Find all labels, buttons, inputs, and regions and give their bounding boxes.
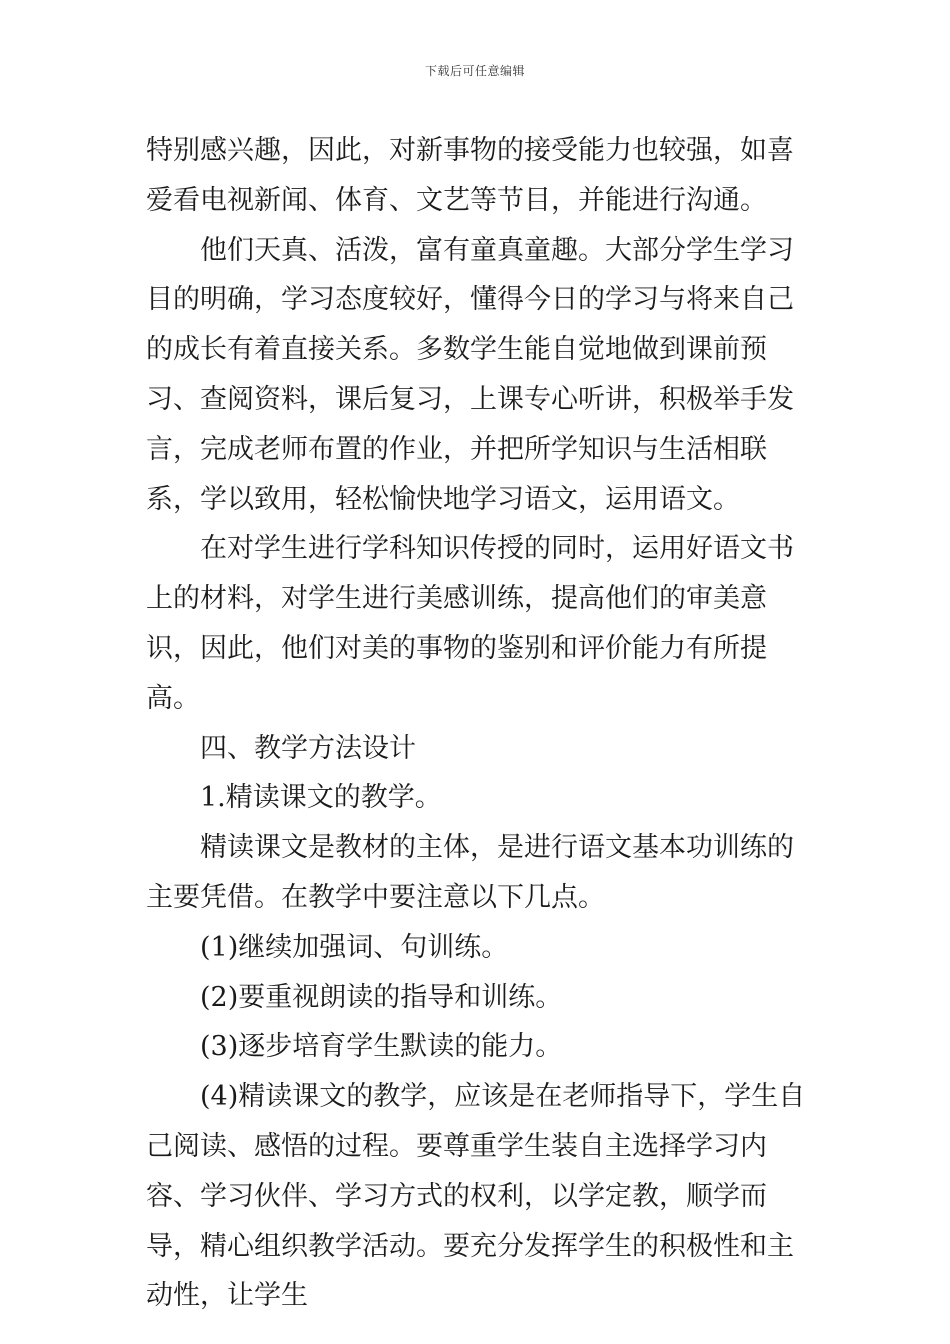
- list-item: (3)逐步培育学生默读的能力。: [200, 1031, 563, 1063]
- paragraph: 特别感兴趣，因此，对新事物的接受能力也较强，如喜爱看电视新闻、体育、文艺等节目，并能进行沟通。: [146, 135, 794, 216]
- paragraph: 在对学生进行学科知识传授的同时，运用好语文书上的材料，对学生进行美感训练，提高他们的审美意识，因此，他们对美的事物的鉴别和评价能力有所提高。: [146, 533, 794, 714]
- document-body: [146, 126, 808, 1321]
- paragraph: 精读课文是教材的主体，是进行语文基本功训练的主要凭借。在教学中要注意以下几点。: [146, 832, 794, 913]
- paragraph: 他们天真、活泼，富有童真童趣。大部分学生学习目的明确，学习态度较好，懂得今日的学习与将来自己的成长有着直接关系。多数学生能自觉地做到课前预习、查阅资料，课后复习，上课专心听讲，积极举手发言，完成老师布置的作业，并把所学知识与生活相联系，学以致用，轻松愉快地学习语文，运用语文。: [146, 234, 794, 515]
- subsection-heading: 1.精读课文的教学。: [200, 782, 442, 814]
- list-item: (1)继续加强词、句训练。: [200, 931, 509, 963]
- list-item: (4)精读课文的教学，应该是在老师指导下，学生自己阅读、感悟的过程。要尊重学生装自主选择学习内容、学习伙伴、学习方式的权利，以学定教，顺学而导，精心组织教学活动。要充分发挥学生的积极性和主动性，让学生: [146, 1081, 806, 1312]
- list-item: (2)要重视朗读的指导和训练。: [200, 981, 563, 1013]
- page-header: 下载后可任意编辑: [424, 64, 525, 78]
- section-heading: 四、教学方法设计: [200, 732, 416, 764]
